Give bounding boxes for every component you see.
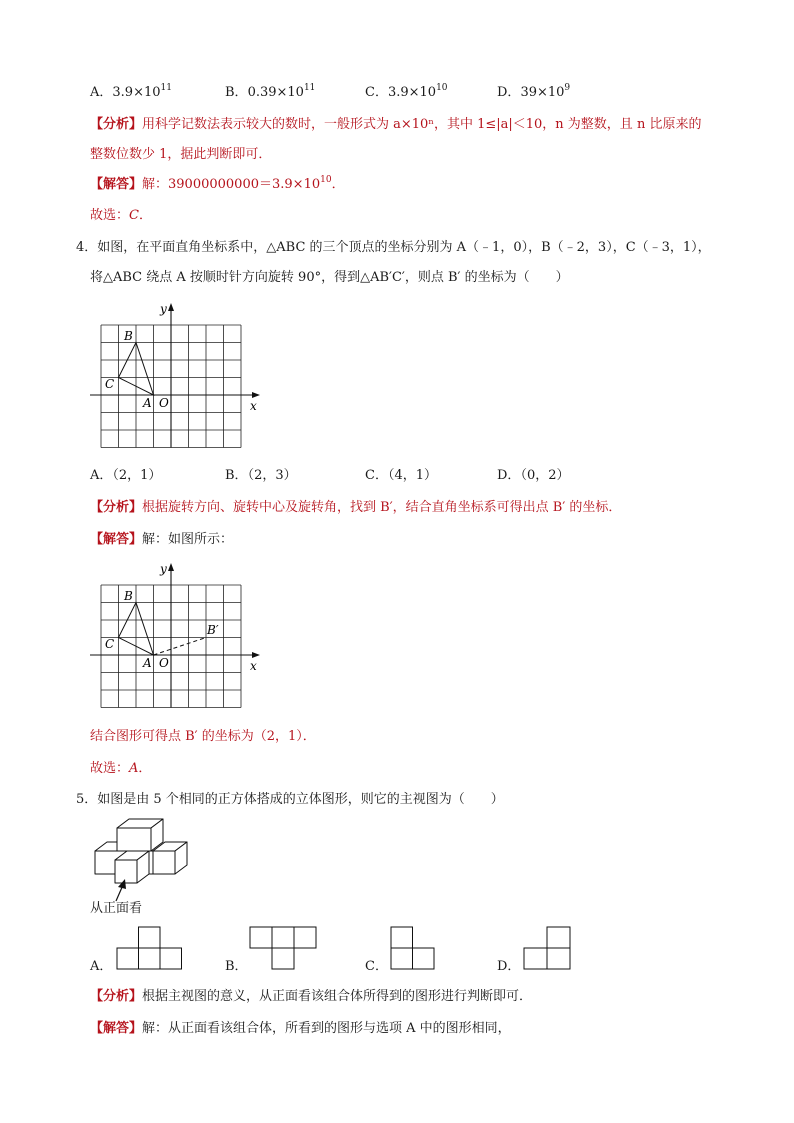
q3-option-c: C．$3.9\times 10^{10}$ [365,83,448,100]
q5-option-c-shape [390,926,436,970]
q5-option-d-label: D． [497,959,521,974]
q4-option-a: A．（2，1） [90,468,162,483]
point-a-label: A [143,396,152,410]
rotation-dashed-segment [154,638,207,656]
point-b-label: B [124,589,133,603]
q3-option-b: B．$0.39\times 10^{11}$ [225,83,316,100]
q5-answer: 【解答】解：从正面看该组合体，所看到的图形与选项 A 中的图形相同， [90,1021,511,1036]
q4-option-c: C．（4，1） [365,468,437,483]
q3-option-d: D．$39\times 10^9$ [497,83,571,100]
q4-choice: 故选：A． [90,761,152,776]
point-c-label: C [105,377,115,391]
q4-solution-figure [90,555,270,710]
origin-label: O [159,656,169,670]
q3-answer: 【解答】解：$39000000000=3.9\times 10^{10}$． [90,175,345,192]
point-b-prime-label: B′ [207,623,219,637]
x-axis-label: x [250,399,257,413]
q5-stem: 5．如图是由 5 个相同的正方体搭成的立体图形，则它的主视图为（ ） [76,792,504,807]
q3-analysis-cont: 整数位数少 1，据此判断即可． [90,147,272,162]
y-axis-label: y [160,562,167,576]
q5-option-a-shape [116,926,184,970]
q3-analysis: 【分析】用科学记数法表示较大的数时，一般形式为 a×10ⁿ，其中 1≤|a|＜10，n 为整数，且 n 比原来的 [90,117,702,132]
q5-option-c-label: C． [365,959,388,974]
q4-conclusion: 结合图形可得点 B′ 的坐标为（2，1）． [90,729,316,744]
q5-option-a-label: A． [90,959,113,974]
q4-stem-line2: 将△ABC 绕点 A 按顺时针方向旋转 90°，得到△AB′C′，则点 B′ 的坐标为（ ） [90,270,569,285]
q5-analysis: 【分析】根据主视图的意义，从正面看该组合体所得到的图形进行判断即可． [90,989,533,1004]
front-view-caption: 从正面看 [90,901,143,916]
y-axis-label: y [160,302,167,316]
q4-option-b: B．（2，3） [225,468,297,483]
q4-option-d: D．（0，2） [497,468,570,483]
q4-analysis: 【分析】根据旋转方向、旋转中心及旋转角，找到 B′，结合直角坐标系可得出点 B′ 的坐标． [90,500,622,515]
point-b-label: B [124,329,133,343]
q3-choice: 故选：C． [90,208,152,223]
point-c-label: C [105,637,115,651]
point-a-label: A [143,656,152,670]
q4-grid-figure [90,295,270,450]
cube-stack-figure [90,815,200,895]
q4-answer: 【解答】解：如图所示： [90,532,234,547]
q5-option-b-shape [249,926,319,970]
x-axis-label: x [250,659,257,673]
q3-option-a: A．$3.9\times 10^{11}$ [90,83,172,100]
origin-label: O [159,396,169,410]
q5-option-d-shape [523,926,573,970]
q4-stem-line1: 4．如图，在平面直角坐标系中，△ABC 的三个顶点的坐标分别为 A（﹣1，0），B（﹣2，3），C（﹣3，1）， [76,240,711,255]
q5-option-b-label: B． [225,959,248,974]
